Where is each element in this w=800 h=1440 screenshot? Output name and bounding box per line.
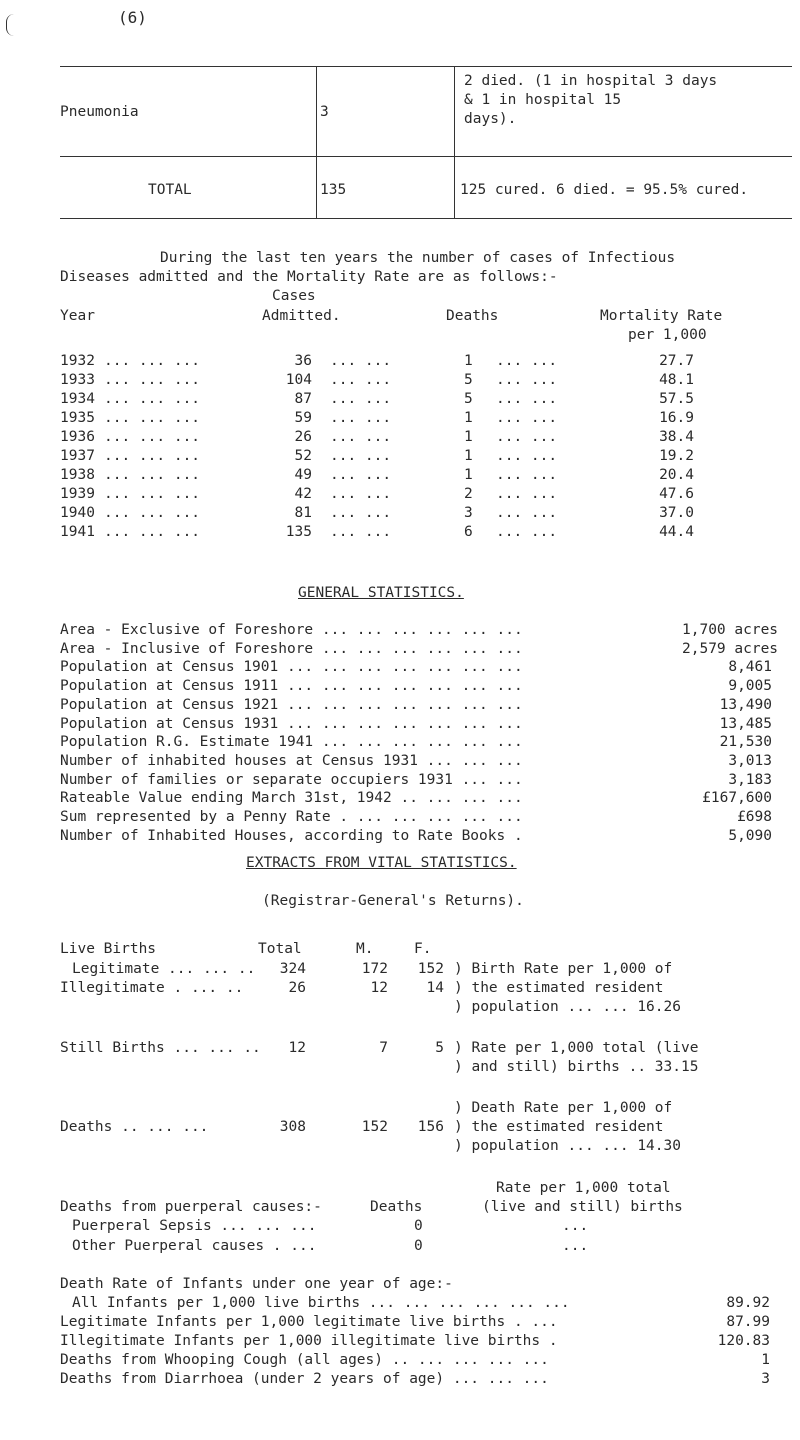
- general-statistics-value: £698: [737, 809, 772, 825]
- mortality-row: [60, 372, 760, 392]
- mortality-header-deaths: Deaths: [446, 308, 499, 324]
- general-statistics-row: [60, 659, 770, 678]
- other-puerperal-label: Other Puerperal causes . ...: [72, 1238, 317, 1254]
- general-statistics-label: Population R.G. Estimate 1941 ... ... ... ... ... ...: [60, 734, 523, 751]
- mortality-header-per: per 1,000: [628, 327, 707, 343]
- mortality-year: 1932: [60, 353, 95, 369]
- infant-row: [60, 1333, 770, 1352]
- general-statistics-label: Number of families or separate occupiers 1931 ... ...: [60, 771, 523, 788]
- mortality-year: 1938: [60, 467, 95, 483]
- mortality-dots: ... ... ...: [104, 467, 201, 483]
- general-statistics-label: Rateable Value ending March 31st, 1942 .. ... ... ...: [60, 790, 523, 807]
- general-statistics-row: [60, 753, 770, 772]
- mortality-dots: ... ...: [330, 505, 392, 521]
- mortality-deaths: 5: [464, 372, 473, 388]
- general-statistics-row: [60, 772, 770, 791]
- mortality-admitted: 59: [294, 410, 312, 426]
- page-number: (6): [118, 8, 147, 27]
- still-births-f: 5: [435, 1040, 444, 1056]
- mortality-dots: ... ...: [330, 467, 392, 483]
- infant-row: [60, 1371, 770, 1390]
- general-statistics-value: 2,579 acres: [682, 640, 779, 657]
- mortality-dots: ... ... ...: [104, 429, 201, 445]
- mortality-deaths: 5: [464, 391, 473, 407]
- mortality-rate: 48.1: [659, 372, 694, 388]
- mortality-dots: ... ...: [496, 353, 558, 369]
- puerperal-label: Deaths from puerperal causes:-: [60, 1199, 322, 1215]
- general-statistics-row: [60, 828, 770, 847]
- mortality-year: 1937: [60, 448, 95, 464]
- cases-row-result: 2 died. (1 in hospital 3 days & 1 in hospital 15 days).: [464, 73, 718, 127]
- general-statistics-row: [60, 716, 770, 735]
- mortality-dots: ... ...: [496, 448, 558, 464]
- mortality-rate: 38.4: [659, 429, 694, 445]
- mortality-row: [60, 429, 760, 449]
- mortality-dots: ... ...: [330, 372, 392, 388]
- general-statistics-row: [60, 809, 770, 828]
- deaths-f: 156: [417, 1119, 444, 1135]
- sepsis-deaths: 0: [414, 1218, 423, 1234]
- mortality-dots: ... ...: [496, 410, 558, 426]
- mortality-dots: ... ... ...: [104, 391, 201, 407]
- general-statistics-value: 5,090: [728, 827, 772, 844]
- general-statistics-row: [60, 622, 779, 641]
- mortality-rate: 27.7: [659, 353, 694, 369]
- mortality-dots: ... ...: [330, 353, 392, 369]
- general-statistics-row: [60, 697, 770, 716]
- other-puerperal-rate: ...: [562, 1238, 589, 1254]
- mortality-year: 1940: [60, 505, 95, 521]
- still-births-total: 12: [288, 1040, 306, 1056]
- vital-statistics-subheading: (Registrar-General's Returns).: [262, 893, 524, 909]
- illegitimate-label: Illegitimate . ... ..: [60, 980, 244, 996]
- mortality-dots: ... ...: [496, 429, 558, 445]
- col-header-f: F.: [414, 941, 432, 957]
- general-statistics-value: 1,700 acres: [682, 622, 779, 638]
- mortality-deaths: 6: [464, 524, 473, 540]
- mortality-dots: ... ... ...: [104, 524, 201, 540]
- mortality-admitted: 42: [294, 486, 312, 502]
- infant-value: 1: [761, 1352, 770, 1368]
- general-statistics-value: 21,530: [719, 734, 772, 751]
- infant-value: 3: [761, 1371, 770, 1387]
- mortality-admitted: 87: [294, 391, 312, 407]
- mortality-admitted: 52: [294, 448, 312, 464]
- cases-row-disease: Pneumonia: [60, 104, 139, 120]
- infant-row: [60, 1295, 770, 1314]
- still-births-label: Still Births ... ... ..: [60, 1040, 261, 1056]
- mortality-dots: ... ... ...: [104, 486, 201, 502]
- cases-table: [60, 66, 792, 224]
- sepsis-label: Puerperal Sepsis ... ... ...: [72, 1218, 317, 1234]
- general-statistics-value: 13,485: [719, 715, 772, 732]
- mortality-rate: 37.0: [659, 505, 694, 521]
- mortality-deaths: 1: [464, 448, 473, 464]
- mortality-dots: ... ... ...: [104, 353, 201, 369]
- infant-label: Legitimate Infants per 1,000 legitimate live births . ...: [60, 1314, 558, 1330]
- general-statistics-label: Population at Census 1911 ... ... ... ... ... ... ...: [60, 678, 523, 695]
- intro-line-1: During the last ten years the number of cases of Infectious: [160, 250, 676, 266]
- still-births-m: 7: [379, 1040, 388, 1056]
- mortality-rate: 20.4: [659, 467, 694, 483]
- page-edge-mark: [6, 14, 17, 36]
- general-statistics-heading: GENERAL STATISTICS.: [298, 585, 464, 601]
- vital-statistics-heading: EXTRACTS FROM VITAL STATISTICS.: [246, 855, 517, 871]
- illegitimate-total: 26: [288, 980, 306, 996]
- legitimate-m: 172: [361, 961, 388, 977]
- mortality-rate: 44.4: [659, 524, 694, 540]
- mortality-rate: 47.6: [659, 486, 694, 502]
- puerperal-rate-head-2: (live and still) births: [482, 1199, 683, 1215]
- mortality-rate: 19.2: [659, 448, 694, 464]
- mortality-deaths: 1: [464, 467, 473, 483]
- mortality-admitted: 104: [285, 372, 312, 388]
- mortality-row: [60, 391, 760, 411]
- death-rate-note-2: ) the estimated resident: [454, 1119, 664, 1135]
- general-statistics-value: 13,490: [719, 696, 772, 713]
- mortality-dots: ... ...: [330, 410, 392, 426]
- general-statistics-label: Area - Exclusive of Foreshore ... ... ... ... ... ...: [60, 622, 523, 638]
- general-statistics-label: Population at Census 1901 ... ... ... ... ... ... ...: [60, 659, 523, 676]
- cases-total-result: 125 cured. 6 died. = 95.5% cured.: [460, 182, 749, 198]
- infant-value: 87.99: [726, 1314, 770, 1330]
- mortality-rate: 16.9: [659, 410, 694, 426]
- mortality-row: [60, 467, 760, 487]
- mortality-row: [60, 505, 760, 525]
- general-statistics-row: [60, 734, 770, 753]
- other-puerperal-deaths: 0: [414, 1238, 423, 1254]
- general-statistics-row: [60, 678, 770, 697]
- mortality-deaths: 1: [464, 353, 473, 369]
- live-births-label: Live Births: [60, 941, 157, 957]
- cases-total-label: TOTAL: [148, 182, 192, 198]
- legitimate-f: 152: [417, 961, 444, 977]
- mortality-header-rate: Mortality Rate: [600, 308, 723, 324]
- mortality-year: 1939: [60, 486, 95, 502]
- mortality-deaths: 1: [464, 429, 473, 445]
- birth-rate-note-1: ) Birth Rate per 1,000 of: [454, 961, 673, 977]
- general-statistics-value: 9,005: [728, 678, 772, 695]
- infant-label: Illegitimate Infants per 1,000 illegitimate live births .: [60, 1333, 558, 1349]
- mortality-dots: ... ...: [496, 524, 558, 540]
- infant-label: Deaths from Whooping Cough (all ages) .. ... ... ... ...: [60, 1352, 549, 1368]
- intro-line-2: Diseases admitted and the Mortality Rate are as follows:-: [60, 269, 558, 285]
- mortality-deaths: 3: [464, 505, 473, 521]
- mortality-dots: ... ...: [496, 486, 558, 502]
- mortality-rate: 57.5: [659, 391, 694, 407]
- general-statistics-label: Number of inhabited houses at Census 1931 ... ... ...: [60, 752, 523, 769]
- mortality-dots: ... ...: [496, 505, 558, 521]
- mortality-dots: ... ...: [330, 391, 392, 407]
- mortality-row: [60, 486, 760, 506]
- legitimate-total: 324: [279, 961, 306, 977]
- mortality-dots: ... ...: [330, 486, 392, 502]
- mortality-row: [60, 353, 760, 373]
- mortality-header-cases: Cases: [272, 288, 316, 304]
- mortality-deaths: 2: [464, 486, 473, 502]
- general-statistics-value: £167,600: [702, 790, 772, 807]
- infant-heading: Death Rate of Infants under one year of age:-: [60, 1276, 453, 1292]
- mortality-admitted: 36: [294, 353, 312, 369]
- birth-rate-note-2: ) the estimated resident: [454, 980, 664, 996]
- death-rate-note-3: ) population ... ... 14.30: [454, 1138, 681, 1154]
- col-header-m: M.: [356, 941, 374, 957]
- birth-rate-note-3: ) population ... ... 16.26: [454, 999, 681, 1015]
- mortality-row: [60, 410, 760, 430]
- puerperal-deaths-head: Deaths: [370, 1199, 423, 1215]
- general-statistics-label: Number of Inhabited Houses, according to Rate Books .: [60, 827, 523, 844]
- mortality-header-year: Year: [60, 308, 95, 324]
- deaths-m: 152: [361, 1119, 388, 1135]
- mortality-year: 1935: [60, 410, 95, 426]
- infant-value: 89.92: [726, 1295, 770, 1311]
- infant-value: 120.83: [717, 1333, 770, 1349]
- mortality-admitted: 49: [294, 467, 312, 483]
- mortality-header-admitted: Admitted.: [262, 308, 341, 324]
- mortality-row: [60, 524, 760, 544]
- mortality-year: 1936: [60, 429, 95, 445]
- cases-total-count: 135: [320, 182, 347, 198]
- mortality-dots: ... ...: [330, 429, 392, 445]
- mortality-year: 1933: [60, 372, 95, 388]
- mortality-dots: ... ... ...: [104, 410, 201, 426]
- general-statistics-value: 8,461: [728, 659, 772, 676]
- mortality-year: 1934: [60, 391, 95, 407]
- infant-label: All Infants per 1,000 live births ... ... ... ... ... ...: [72, 1295, 570, 1311]
- mortality-dots: ... ... ...: [104, 448, 201, 464]
- general-statistics-row: [60, 640, 779, 660]
- puerperal-rate-head-1: Rate per 1,000 total: [496, 1180, 671, 1196]
- infant-row: [60, 1352, 770, 1371]
- infant-label: Deaths from Diarrhoea (under 2 years of age) ... ... ...: [60, 1371, 549, 1387]
- illegitimate-m: 12: [370, 980, 388, 996]
- illegitimate-f: 14: [426, 980, 444, 996]
- general-statistics-value: 3,183: [728, 771, 772, 788]
- general-statistics-label: Area - Inclusive of Foreshore ... ... ... ... ... ...: [60, 640, 523, 657]
- col-header-total: Total: [258, 941, 302, 957]
- mortality-admitted: 81: [294, 505, 312, 521]
- mortality-dots: ... ...: [496, 391, 558, 407]
- still-rate-note-1: ) Rate per 1,000 total (live: [454, 1040, 699, 1056]
- general-statistics-value: 3,013: [728, 752, 772, 769]
- mortality-dots: ... ...: [330, 448, 392, 464]
- general-statistics-label: Population at Census 1921 ... ... ... ... ... ... ...: [60, 696, 523, 713]
- general-statistics-label: Population at Census 1931 ... ... ... ... ... ... ...: [60, 715, 523, 732]
- general-statistics-label: Sum represented by a Penny Rate . ... ... ... ... ...: [60, 809, 523, 825]
- mortality-dots: ... ...: [496, 467, 558, 483]
- mortality-deaths: 1: [464, 410, 473, 426]
- mortality-admitted: 135: [285, 524, 312, 540]
- deaths-total: 308: [279, 1119, 306, 1135]
- mortality-dots: ... ...: [330, 524, 392, 540]
- mortality-dots: ... ... ...: [104, 505, 201, 521]
- mortality-admitted: 26: [294, 429, 312, 445]
- cases-row-count: 3: [320, 104, 329, 120]
- death-rate-note-1: ) Death Rate per 1,000 of: [454, 1100, 673, 1116]
- legitimate-label: Legitimate ... ... ..: [72, 961, 256, 977]
- sepsis-rate: ...: [562, 1218, 589, 1234]
- still-rate-note-2: ) and still) births .. 33.15: [454, 1059, 699, 1075]
- mortality-year: 1941: [60, 524, 95, 540]
- mortality-dots: ... ...: [496, 372, 558, 388]
- mortality-dots: ... ... ...: [104, 372, 201, 388]
- general-statistics-row: [60, 790, 770, 809]
- infant-row: [60, 1314, 770, 1333]
- mortality-row: [60, 448, 760, 468]
- deaths-label: Deaths .. ... ...: [60, 1119, 209, 1135]
